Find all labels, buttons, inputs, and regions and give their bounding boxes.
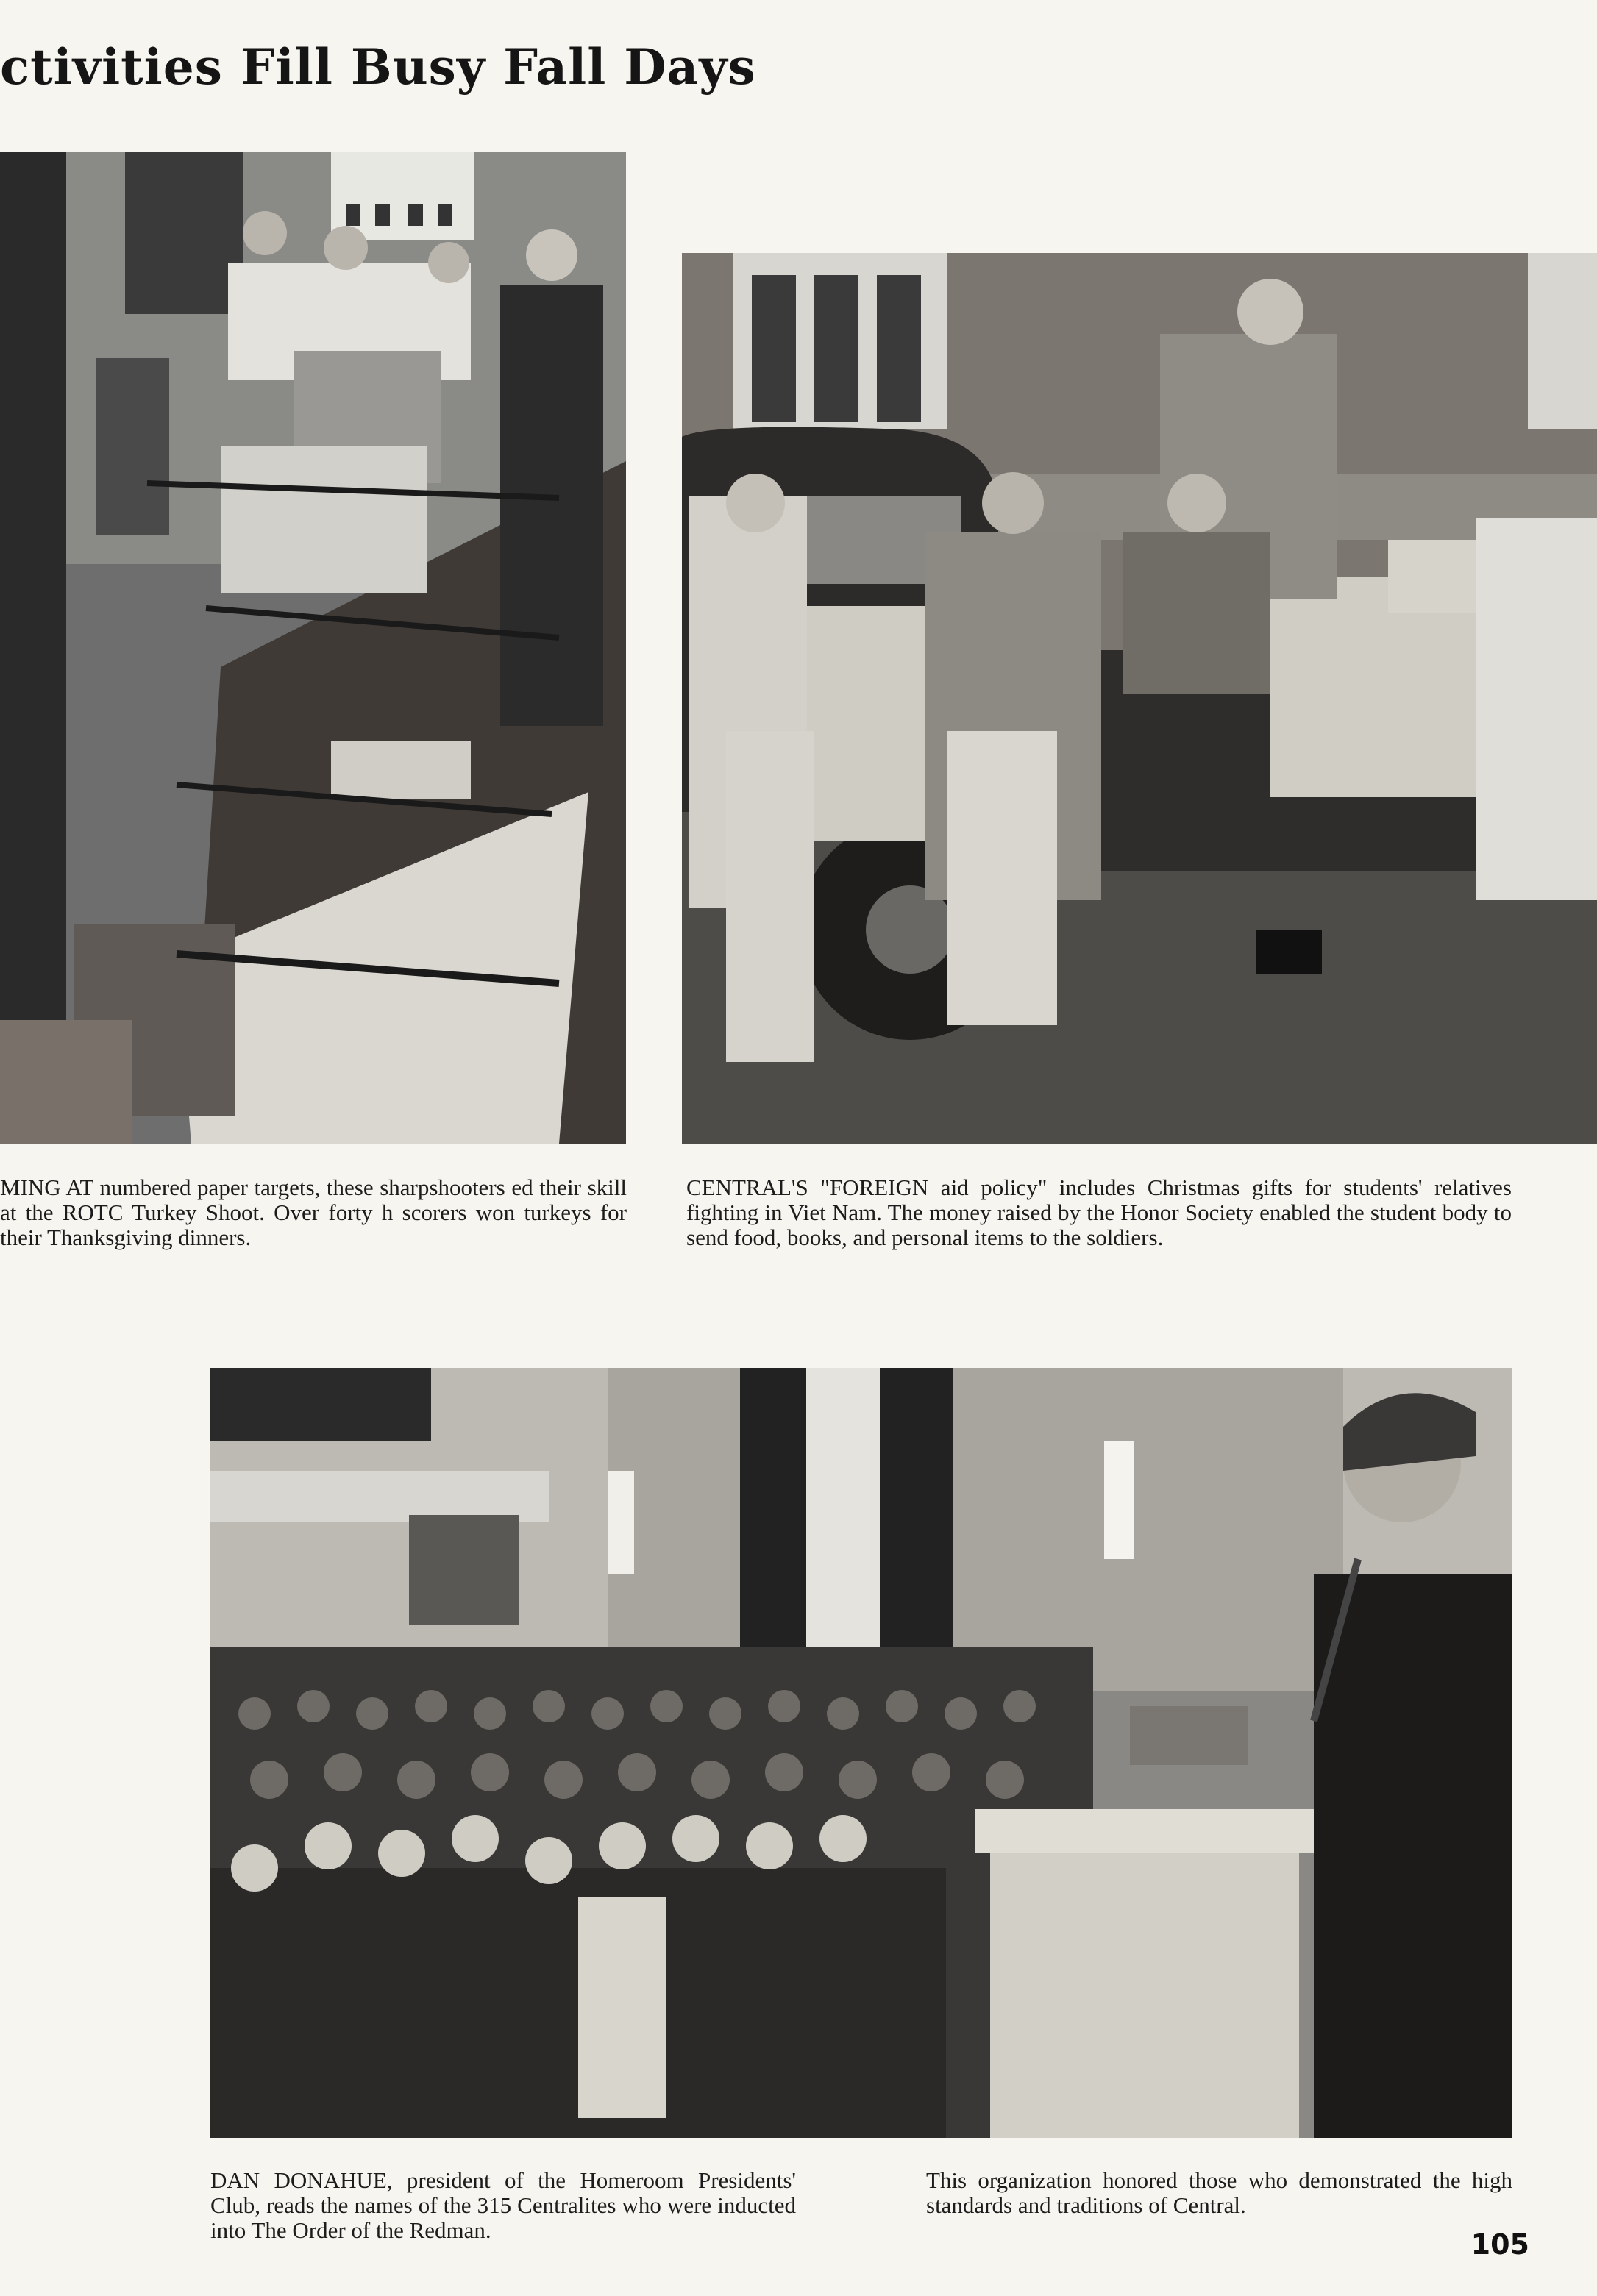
page-headline: ctivities Fill Busy Fall Days bbox=[0, 38, 756, 96]
assembly-photo bbox=[210, 1368, 1512, 2138]
turkey-shoot-photo bbox=[0, 152, 626, 1144]
assembly-caption-left: DAN DONAHUE, president of the Homeroom Presidents' Club, reads the names of the 315 Centralites who were inducted into The Order of the Redman. bbox=[210, 2167, 796, 2243]
foreign-aid-photo bbox=[682, 253, 1597, 1144]
foreign-aid-caption: CENTRAL'S "FOREIGN aid policy" includes Christmas gifts for students' relatives fighting in Viet Nam. The money raised by the Honor Society enabled the student body to send food, books, and personal items to the soldiers. bbox=[686, 1174, 1512, 1250]
turkey-shoot-caption: MING AT numbered paper targets, these sharpshooters ed their skill at the ROTC Turkey Shoot. Over forty h scorers won turkeys for their Thanksgiving dinners. bbox=[0, 1174, 627, 1250]
assembly-caption-right: This organization honored those who demonstrated the high standards and traditions of Central. bbox=[926, 2167, 1512, 2218]
page-number: 105 bbox=[1470, 2228, 1529, 2261]
